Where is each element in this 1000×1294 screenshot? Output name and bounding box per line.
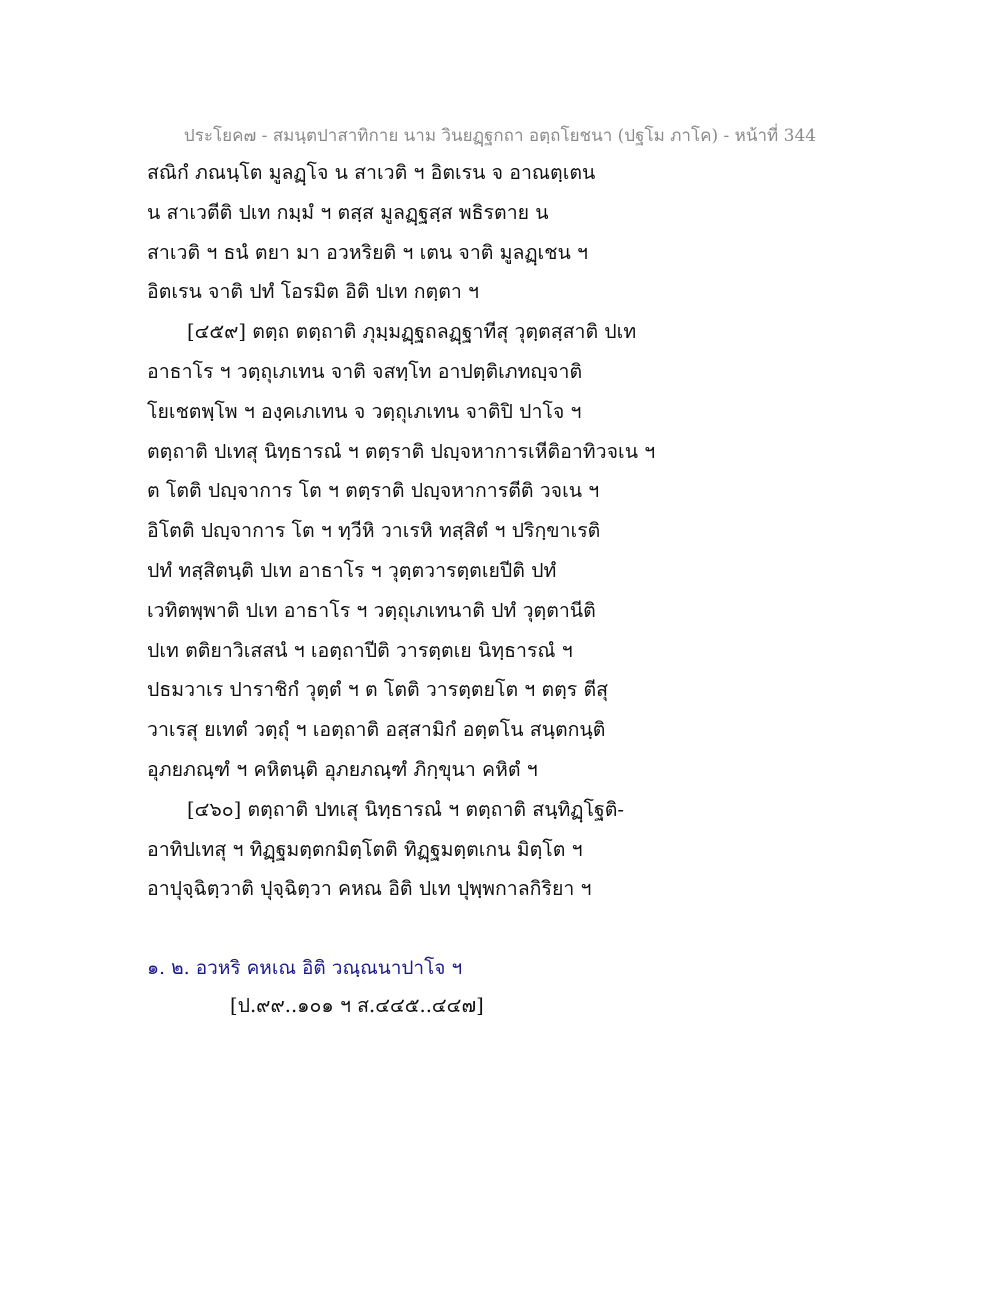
body-text: [147, 158, 867, 914]
text-line: ปทํ ทสฺสิตนฺติ ปเท อาธาโร ฯ วุตฺตวารตฺตเยปีติ ปทํ: [147, 558, 557, 582]
text-line: อาธาโร ฯ วตฺถุเภเทน จาติ จสทฺโท อาปตฺติเภทญฺจาติ: [147, 359, 583, 383]
text-line: น สาเวตีติ ปเท กมฺมํ ฯ ตสฺส มูลฏฺฐสฺส พธิรตาย น: [147, 200, 549, 224]
text-line: สณิกํ ภณนฺโต มูลฏฺโจ น สาเวติ ฯ อิตเรน จ อาณตฺเตน: [147, 161, 596, 184]
text-line: วาเรสุ ยเทตํ วตฺถุํ ฯ เอตฺถาติ อสฺสามิกํ อตฺตโน สนฺตกนฺติ: [147, 718, 606, 742]
text-line: อิตเรน จาติ ปทํ โอรมิต อิติ ปเท กตฺตา ฯ: [147, 280, 479, 304]
paragraph-460-start: [๔๖๐] ตตฺถาติ ปทเสุ นิทฺธารณํ ฯ ตตฺถาติ สนฺทิฏฺโฐติ-: [187, 797, 624, 821]
page-header: ประโยค๗ - สมนฺตปาสาทิกาย นาม วินยฏฺฐกถา อตฺถโยชนา (ปฐโม ภาโค) - หน้าที่ 344: [183, 126, 817, 146]
text-line: อิโตติ ปญฺจาการ โต ฯ ทฺวีหิ วาเรหิ ทสฺสิตํ ฯ ปริกฺขาเรติ: [147, 519, 601, 543]
text-line: สาเวติ ฯ ธนํ ตยา มา อวหริยติ ฯ เตน จาติ มูลฏฺเชน ฯ: [147, 240, 588, 264]
text-line: ต โตติ ปญฺจาการ โต ฯ ตตฺราติ ปญฺจหาการตีติ วจเน ฯ: [147, 479, 600, 503]
page-reference: [ป.๙๙..๑๐๑ ฯ ส.๔๔๕..๔๔๗]: [230, 994, 484, 1017]
text-line: ปธมวาเร ปาราชิกํ วุตฺตํ ฯ ต โตติ วารตฺตยโต ฯ ตตฺร ตีสุ: [147, 678, 609, 702]
section-heading: ๑. ๒. อวหริ คหเณ อิติ วณฺณนาปาโจ ฯ: [147, 957, 463, 979]
paragraph-459-start: [๔๕๙] ตตฺถ ตตฺถาติ ภุมฺมฏฺฐถลฏฺฐาทีสุ วุตฺตสฺสาติ ปเท: [187, 320, 637, 344]
text-line: อุภยภณฺฑํ ฯ คหิตนฺติ อุภยภณฺฑํ ภิกฺขุนา คหิตํ ฯ: [147, 757, 538, 781]
text-line: อาทิปเทสุ ฯ ทิฏฺฐมตฺตกมิตฺโตติ ทิฏฺฐมตฺตเกน มิตฺโต ฯ: [147, 837, 583, 861]
text-line: เวทิตพฺพาติ ปเท อาธาโร ฯ วตฺถุเภเทนาติ ปทํ วุตฺตานีติ: [147, 598, 596, 622]
text-line: ปเท ตติยาวิเสสนํ ฯ เอตฺถาปีติ วารตฺตเย นิทฺธารณํ ฯ: [147, 638, 573, 662]
text-line: อาปุจฺฉิตฺวาติ ปุจฺฉิตฺวา คหณ อิติ ปเท ปุพฺพกาลกิริยา ฯ: [147, 877, 592, 901]
text-line: โยเชตพฺโพ ฯ องฺคเภเทน จ วตฺถุเภเทน จาติปิ ปาโจ ฯ: [147, 399, 582, 423]
text-line: ตตฺถาติ ปเทสุ นิทฺธารณํ ฯ ตตฺราติ ปญฺจหาการเหีติอาทิวจเน ฯ: [147, 439, 656, 463]
